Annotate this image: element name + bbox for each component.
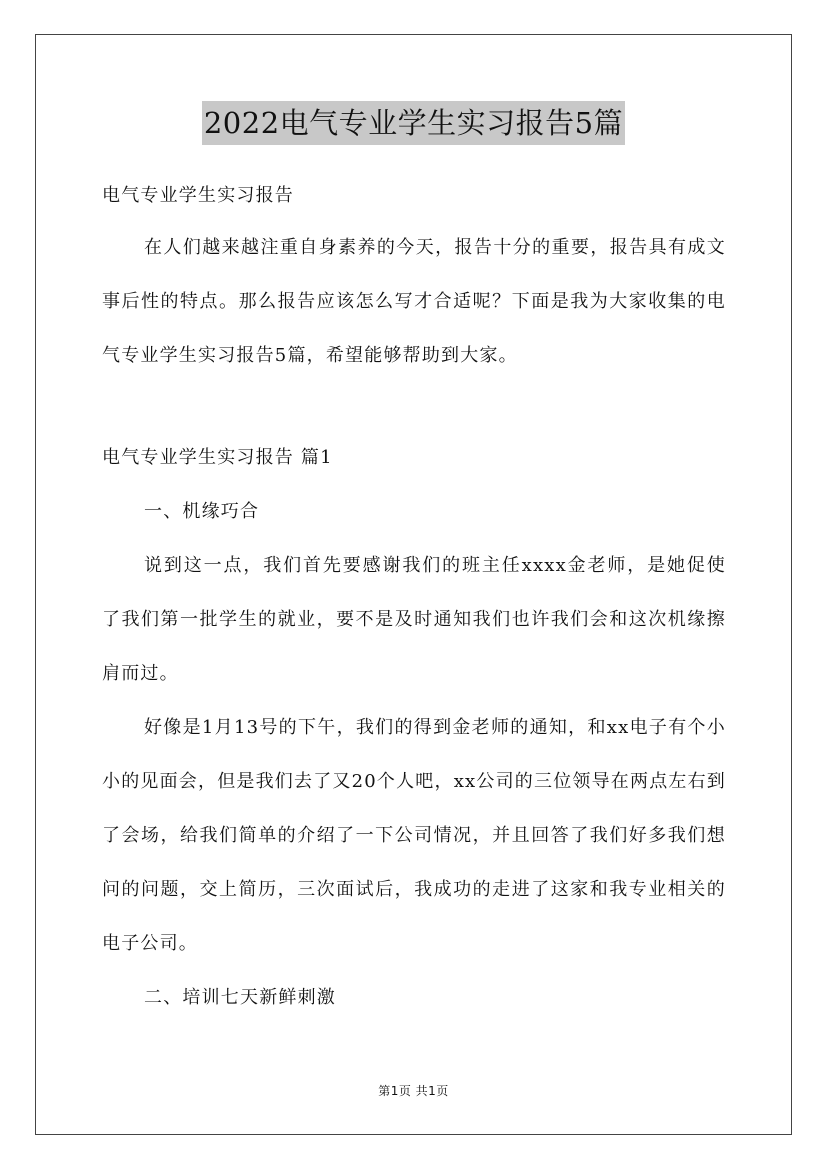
heading-2: 二、培训七天新鲜刺激 — [144, 987, 336, 1008]
section-title: 电气专业学生实习报告 篇1 — [102, 447, 333, 468]
document-subtitle: 电气专业学生实习报告 — [102, 185, 294, 206]
paragraph-1: 说到这一点，我们首先要感谢我们的班主任xxxx金老师，是她促使了我们第一批学生的就业，要不是及时通知我们也许我们会和这次机缘擦肩而过。 — [102, 555, 726, 684]
paragraph-2: 好像是1月13号的下午，我们的得到金老师的通知，和xx电子有个小小的见面会，但是我们去了又20个人吧，xx公司的三位领导在两点左右到了会场，给我们简单的介绍了一下公司情况，并且回答了我们好多我们想问的问题，交上简历，三次面试后，我成功的走进了这家和我专业相关的电子公司。 — [102, 717, 727, 954]
document-body — [102, 170, 726, 1025]
intro-paragraph: 在人们越来越注重自身素养的今天，报告十分的重要，报告具有成文事后性的特点。那么报告应该怎么写才合适呢？下面是我为大家收集的电气专业学生实习报告5篇，希望能够帮助到大家。 — [102, 237, 726, 366]
document-title — [0, 100, 827, 145]
page-footer: 第1页 共1页 — [378, 1084, 449, 1098]
document-title-text: 2022电气专业学生实习报告5篇 — [202, 101, 625, 145]
section-spacer — [102, 383, 726, 431]
heading-1: 一、机缘巧合 — [144, 501, 260, 522]
